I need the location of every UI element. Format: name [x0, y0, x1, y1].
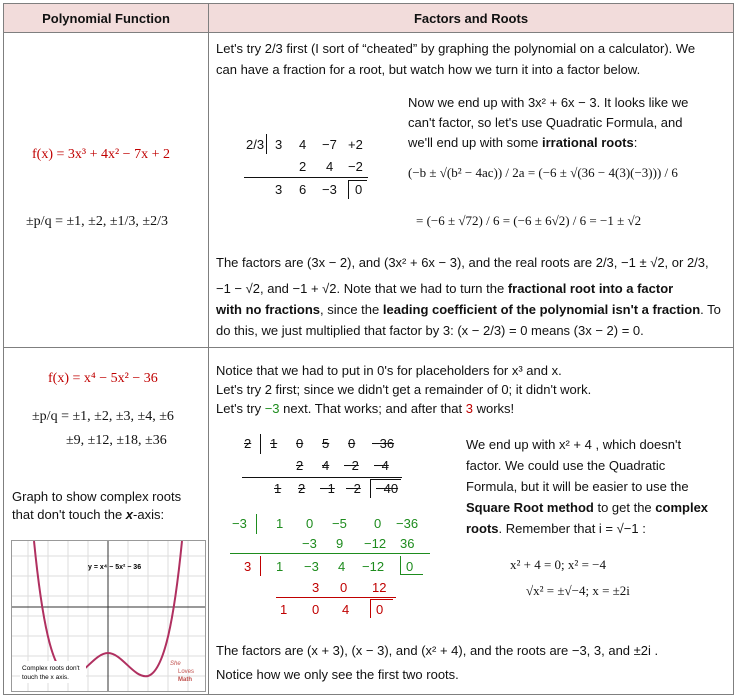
synth-cell: −2: [346, 481, 361, 496]
graph-caption: [12, 506, 164, 523]
synth-cell: 0: [348, 436, 356, 451]
text: works!: [472, 401, 515, 416]
factors-line: The factors are (3x − 2), and (3x² + 6x − 3), and the real roots are 2/3, −1 ± √2, or 2/3,: [216, 255, 709, 270]
note-line: Now we end up with 3x² + 6x − 3. It looks like we: [408, 95, 689, 110]
synth-cell: 4: [299, 137, 307, 152]
graph-note: touch the x axis.: [22, 674, 69, 681]
text-bold: x: [125, 507, 134, 522]
text-bold: Square Root method: [466, 500, 594, 515]
synth-cell: 12: [372, 580, 387, 595]
synth-root: 2: [244, 436, 252, 451]
synth-cell: −36: [396, 516, 419, 531]
synth-cell: 2: [296, 458, 304, 473]
intro-line: can have a fraction for a root, but watch how we turn it into a factor below.: [216, 62, 641, 77]
synth-cell: −2: [344, 458, 359, 473]
note-line: We end up with x² + 4 , which doesn't: [466, 437, 682, 452]
synth-remainder: −40: [376, 481, 399, 496]
synth-cell: 1: [280, 602, 288, 617]
column-divider: [208, 4, 209, 694]
synth-cell: 0: [374, 516, 382, 531]
text-green: −3: [264, 401, 280, 416]
synth-cell: 1: [274, 481, 282, 496]
graph-logo: Loves: [178, 669, 195, 675]
synth-cell: 0: [306, 516, 314, 531]
graph-svg: [12, 541, 205, 691]
factors-line: The factors are (x + 3), (x − 3), and (x² + 4), and the roots are −3, 3, and ±2i .: [216, 643, 659, 658]
synth-cell: 0: [296, 436, 304, 451]
synth-cell: 9: [336, 536, 344, 551]
pq-row2: ±p/q = ±1, ±2, ±3, ±4, ±6: [32, 409, 174, 424]
note-line: Formula, but it will be easier to use the: [466, 479, 689, 494]
note-line: [466, 520, 646, 537]
pq-row1: ±p/q = ±1, ±2, ±1/3, ±2/3: [26, 214, 168, 229]
factors-line: [216, 301, 721, 318]
note-line: factor. We could use the Quadratic: [466, 458, 666, 473]
equation-line: x² + 4 = 0; x² = −4: [510, 557, 606, 572]
synth-remainder: 0: [406, 559, 414, 574]
synth-root: 3: [244, 559, 252, 574]
synth-cell: 4: [338, 559, 346, 574]
graph-logo: Math: [178, 677, 192, 683]
synth-bar: [260, 556, 261, 576]
synth-cell: −3: [322, 182, 337, 197]
synth-cell: −3: [304, 559, 319, 574]
text: −1 − √2, and −1 + √2. Note that we had to turn the: [216, 281, 508, 296]
synth-cell: 0: [340, 580, 348, 595]
factors-line: do this, we just multiplied that factor by 3: (x − 2/3) = 0 means (3x − 2) = 0.: [216, 323, 644, 338]
synth-cell: 4: [342, 602, 350, 617]
text-bold: with no fractions: [216, 302, 320, 317]
note-line: can't factor, so let's use Quadratic Formula, and: [408, 115, 683, 130]
synth-cell: +2: [348, 137, 363, 152]
synth-cell: 5: [322, 436, 330, 451]
synth-root: 2/3: [246, 137, 265, 152]
graph-caption: Graph to show complex roots: [12, 489, 182, 504]
synth-cell: −2: [348, 159, 363, 174]
synth-remainder: 0: [376, 602, 384, 617]
row-divider: [4, 347, 733, 348]
synth-cell: 3: [312, 580, 320, 595]
synth-cell: −1: [320, 481, 335, 496]
graph-label: y = x⁴ − 5x² − 36: [88, 564, 142, 571]
intro-line: Let's try 2/3 first (I sort of “cheated” by graphing the polynomial on a calculator). We: [216, 41, 696, 56]
text: . To: [700, 302, 721, 317]
text: Let's try: [216, 401, 265, 416]
graph-logo: She: [170, 661, 181, 667]
synth-cell: 4: [326, 159, 334, 174]
synth-cell: −12: [364, 536, 387, 551]
text-bold: complex: [655, 500, 709, 515]
text: that don't touch the: [12, 507, 126, 522]
equation-line: √x² = ±√−4; x = ±2i: [526, 583, 630, 598]
synth-line: [242, 477, 402, 478]
text: -axis:: [133, 507, 165, 522]
text: . Remember that i = √−1 :: [498, 521, 646, 536]
synth-bar: [256, 514, 257, 534]
content-table: [3, 3, 734, 695]
synth-remainder: 0: [355, 182, 363, 197]
synth-cell: 4: [322, 458, 330, 473]
synth-cell: 6: [299, 182, 307, 197]
text-bold: roots: [466, 521, 499, 536]
text-red: 3: [465, 401, 473, 416]
synth-cell: 0: [312, 602, 320, 617]
intro-line: [216, 400, 514, 417]
text-bold: irrational roots: [542, 135, 634, 150]
note-line: [408, 134, 637, 151]
quadratic-simplified: = (−6 ± √72) / 6 = (−6 ± 6√2) / 6 = −1 ± √2: [416, 213, 642, 228]
function-graph: [11, 540, 206, 692]
factors-line: Notice how we only see the first two roots.: [216, 667, 459, 682]
header-label: Polynomial Function: [42, 10, 170, 26]
text: to get the: [593, 500, 656, 515]
synth-cell: −3: [302, 536, 317, 551]
synth-cell: 36: [400, 536, 415, 551]
note-line: [466, 499, 708, 516]
synth-bar: [260, 434, 261, 454]
synth-root: −3: [232, 516, 247, 531]
synth-cell: −4: [374, 458, 389, 473]
text: we'll end up with some: [408, 135, 542, 150]
synth-cell: 1: [270, 436, 278, 451]
synth-line: [276, 597, 396, 598]
quadratic-formula: (−b ± √(b² − 4ac)) / 2a = (−6 ± √(36 − 4(3)(−3))) / 6: [408, 165, 678, 180]
synth-cell: −12: [362, 559, 385, 574]
synth-line: [244, 177, 368, 178]
synth-cell: 2: [299, 159, 307, 174]
synth-bar: [266, 134, 267, 154]
text: next. That works; and after that: [279, 401, 466, 416]
text: :: [633, 135, 638, 150]
header-polynomial-function: [4, 4, 208, 33]
factors-line: [216, 280, 673, 297]
intro-line: Let's try 2 first; since we didn't get a remainder of 0; it didn't work.: [216, 382, 592, 397]
synth-cell: 2: [298, 481, 306, 496]
synth-line: [230, 553, 430, 554]
synth-cell: 3: [275, 137, 283, 152]
header-factors-roots: [209, 4, 733, 33]
function-row1: f(x) = 3x³ + 4x² − 7x + 2: [32, 147, 170, 162]
text: , since the: [320, 302, 383, 317]
synth-cell: 3: [275, 182, 283, 197]
text-bold: fractional root into a factor: [507, 281, 674, 296]
header-label: Factors and Roots: [413, 10, 529, 26]
synth-cell: −7: [322, 137, 337, 152]
synth-cell: −36: [372, 436, 395, 451]
text-bold: leading coefficient of the polynomial isn't a fraction: [382, 302, 701, 317]
synth-cell: −5: [332, 516, 347, 531]
synth-cell: 1: [276, 516, 284, 531]
graph-note: Complex roots don't: [22, 665, 80, 672]
synth-cell: 1: [276, 559, 284, 574]
pq-row2-cont: ±9, ±12, ±18, ±36: [66, 433, 167, 448]
function-row2: f(x) = x⁴ − 5x² − 36: [48, 371, 158, 386]
intro-line: Notice that we had to put in 0's for placeholders for x³ and x.: [216, 363, 562, 378]
